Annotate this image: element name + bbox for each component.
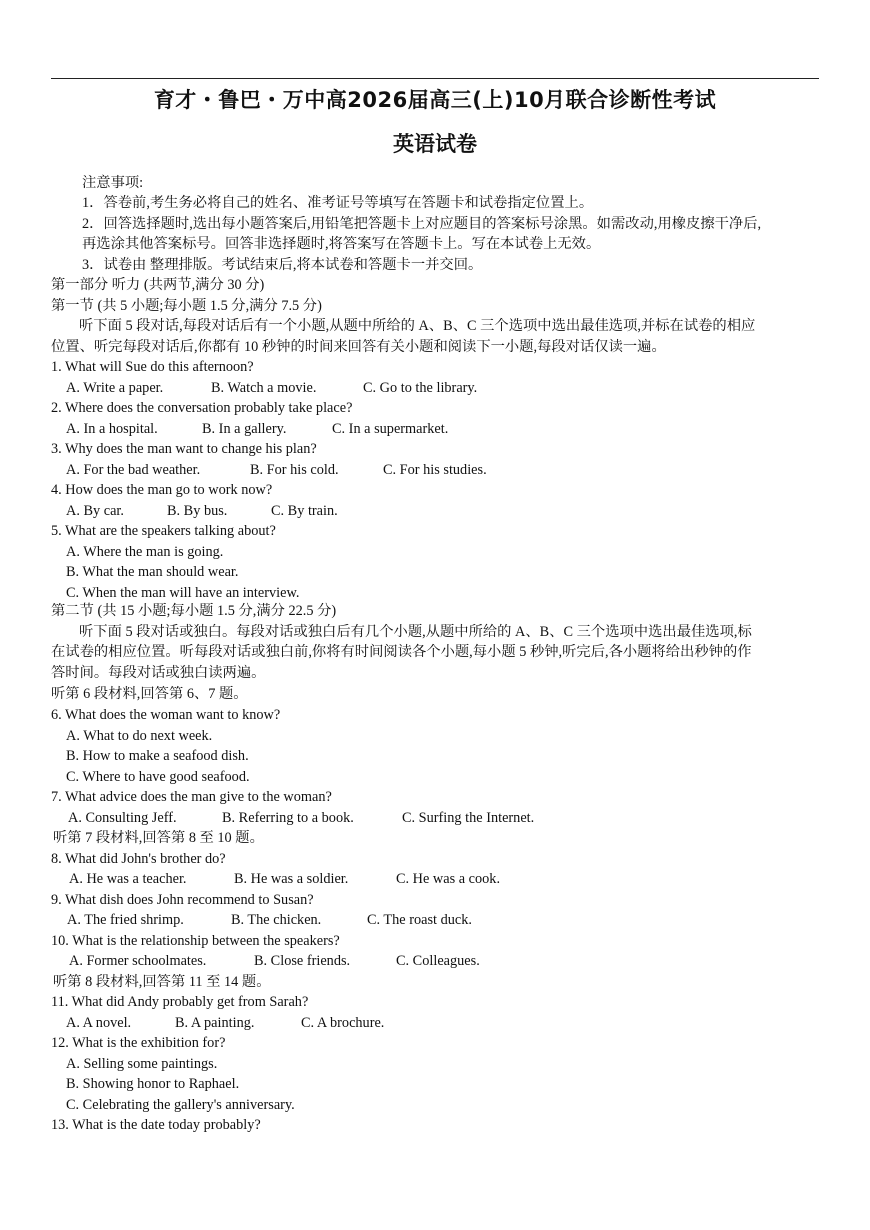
option-b: B. Showing honor to Raphael. <box>66 1076 240 1092</box>
option-b: B. Close friends. <box>254 953 351 969</box>
header-rule <box>51 78 819 79</box>
question-options <box>69 870 500 888</box>
option-a: A. For the bad weather. <box>66 462 201 478</box>
question-stem: 2. Where does the conversation probably take place? <box>51 400 353 416</box>
option-b: B. By bus. <box>167 503 228 519</box>
option-b: B. What the man should wear. <box>66 564 239 580</box>
option-c: C. He was a cook. <box>396 871 501 887</box>
notice-item: 2．回答选择题时,选出每小题答案后,用铅笔把答题卡上对应题目的答案标号涂黑。如需改动,用橡皮擦干净后, <box>82 216 762 232</box>
option-a: A. What to do next week. <box>66 728 213 744</box>
question-stem: 4. How does the man go to work now? <box>51 482 273 498</box>
option-a: A. Write a paper. <box>66 380 164 396</box>
question-stem: 13. What is the date today probably? <box>51 1117 261 1133</box>
section-instructions: 在试卷的相应位置。听每段对话或独白前,你将有时间阅读各个小题,每小题 5 秒钟,听完后,各小题将给出秒钟的作 <box>51 644 752 660</box>
section-instructions: 听下面 5 段对话或独白。每段对话或独白后有几个小题,从题中所给的 A、B、C 三个选项中选出最佳选项,标 <box>79 624 752 640</box>
question-stem: 12. What is the exhibition for? <box>51 1035 226 1051</box>
question-stem: 3. Why does the man want to change his plan? <box>51 441 317 457</box>
option-b: B. A painting. <box>175 1015 255 1031</box>
option-a: A. A novel. <box>66 1015 132 1031</box>
question-stem: 9. What dish does John recommend to Susan? <box>51 892 314 908</box>
question-stem: 1. What will Sue do this afternoon? <box>51 359 254 375</box>
question-options <box>68 809 534 827</box>
option-c: C. Where to have good seafood. <box>66 769 250 785</box>
option-a: A. Former schoolmates. <box>69 953 207 969</box>
option-b: B. In a gallery. <box>202 421 287 437</box>
question-options <box>66 420 448 438</box>
option-c: C. By train. <box>271 503 338 519</box>
material-note: 听第 6 段材料,回答第 6、7 题。 <box>51 686 248 702</box>
material-note: 听第 7 段材料,回答第 8 至 10 题。 <box>53 830 264 846</box>
exam-title: 育才・鲁巴・万中高2026届高三(上)10月联合诊断性考试 <box>153 88 717 112</box>
option-a: A. Where the man is going. <box>66 544 224 560</box>
option-c: C. The roast duck. <box>367 912 472 928</box>
section-instructions: 听下面 5 段对话,每段对话后有一个小题,从题中所给的 A、B、C 三个选项中选出最佳选项,并标在试卷的相应 <box>79 318 756 334</box>
question-stem: 11. What did Andy probably get from Sarah? <box>51 994 309 1010</box>
option-b: B. Referring to a book. <box>222 810 354 826</box>
option-c: C. A brochure. <box>301 1015 385 1031</box>
option-c: C. Go to the library. <box>363 380 478 396</box>
option-c: C. In a supermarket. <box>332 421 449 437</box>
notice-heading: 注意事项: <box>82 175 144 191</box>
question-stem: 7. What advice does the man give to the woman? <box>51 789 332 805</box>
option-b: B. How to make a seafood dish. <box>66 748 249 764</box>
option-a: A. By car. <box>66 503 124 519</box>
question-stem: 10. What is the relationship between the speakers? <box>51 933 340 949</box>
question-options <box>66 379 477 397</box>
option-c: C. When the man will have an interview. <box>66 585 300 601</box>
question-stem: 6. What does the woman want to know? <box>51 707 281 723</box>
option-b: B. For his cold. <box>250 462 339 478</box>
question-options <box>69 952 480 970</box>
option-a: A. Consulting Jeff. <box>68 810 177 826</box>
section-instructions: 位置、听完每段对话后,你都有 10 秒钟的时间来回答有关小题和阅读下一小题,每段对话仅读一遍。 <box>51 339 666 355</box>
part-heading: 第一部分 听力 (共两节,满分 30 分) <box>51 277 265 293</box>
question-options <box>66 1014 384 1032</box>
question-options <box>66 502 338 520</box>
option-c: C. Colleagues. <box>396 953 480 969</box>
question-stem: 5. What are the speakers talking about? <box>51 523 276 539</box>
material-note: 听第 8 段材料,回答第 11 至 14 题。 <box>53 974 271 990</box>
notice-item: 3．试卷由 整理排版。考试结束后,将本试卷和答题卡一并交回。 <box>82 257 483 273</box>
exam-subtitle: 英语试卷 <box>393 132 477 156</box>
option-b: B. He was a soldier. <box>234 871 349 887</box>
notice-item: 1．答卷前,考生务必将自己的姓名、准考证号等填写在答题卡和试卷指定位置上。 <box>82 195 594 211</box>
option-b: B. The chicken. <box>231 912 322 928</box>
notice-item: 再选涂其他答案标号。回答非选择题时,将答案写在答题卡上。写在本试卷上无效。 <box>82 236 601 252</box>
question-stem: 8. What did John's brother do? <box>51 851 226 867</box>
option-a: A. He was a teacher. <box>69 871 187 887</box>
option-b: B. Watch a movie. <box>211 380 317 396</box>
section-instructions: 答时间。每段对话或独白读两遍。 <box>51 665 266 681</box>
question-options <box>66 461 487 479</box>
question-options <box>67 911 472 929</box>
option-c: C. For his studies. <box>383 462 487 478</box>
option-a: A. In a hospital. <box>66 421 158 437</box>
option-a: A. Selling some paintings. <box>66 1056 218 1072</box>
option-c: C. Celebrating the gallery's anniversary. <box>66 1097 295 1113</box>
option-a: A. The fried shrimp. <box>67 912 184 928</box>
option-c: C. Surfing the Internet. <box>402 810 535 826</box>
section-heading: 第一节 (共 5 小题;每小题 1.5 分,满分 7.5 分) <box>51 298 322 314</box>
section-heading: 第二节 (共 15 小题;每小题 1.5 分,满分 22.5 分) <box>51 603 337 619</box>
